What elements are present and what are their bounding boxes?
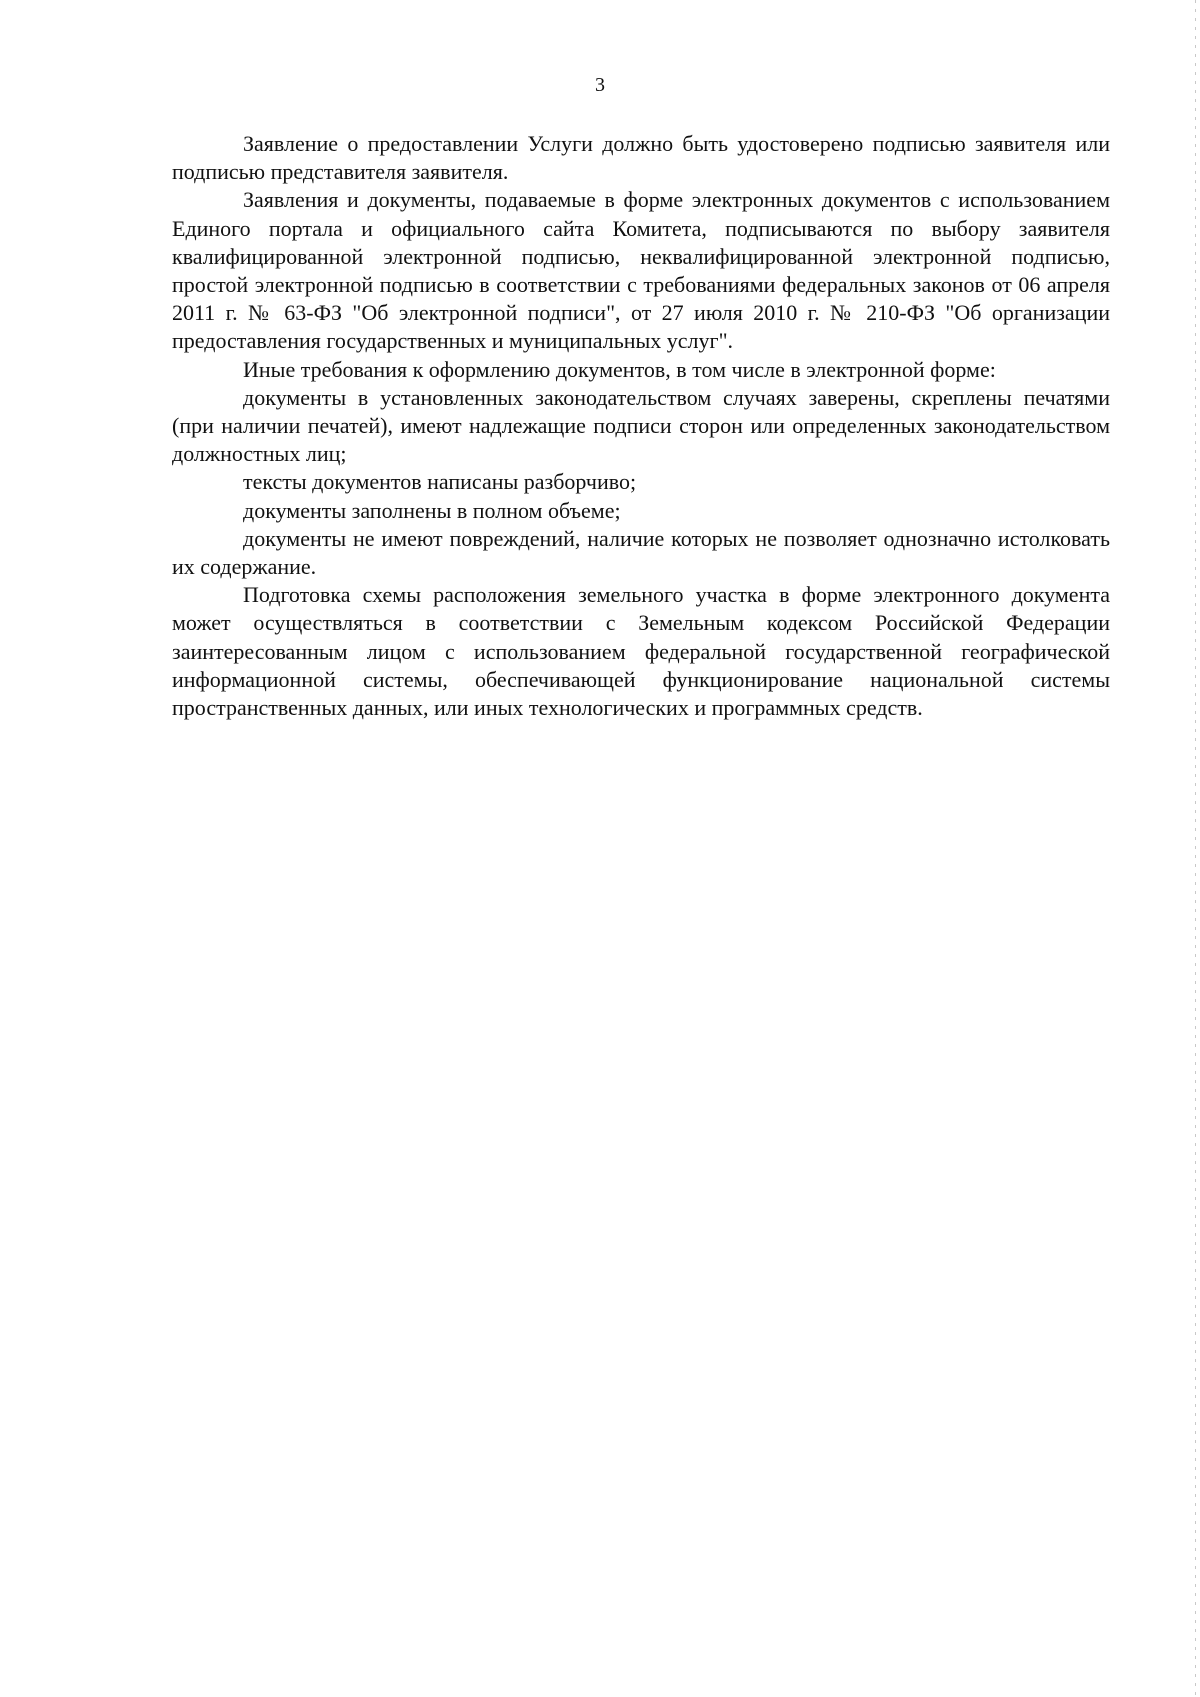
paragraph-requirement-undamaged: документы не имеют повреждений, наличие которых не позволяет однозначно истолковать их содержание. xyxy=(172,525,1110,580)
page-number: 3 xyxy=(595,74,605,96)
paragraph-land-plot-scheme: Подготовка схемы расположения земельного участка в форме электронного документа может осуществляться в соответствии с Земельным кодексом Российской Федерации заинтересованным лицом с использованием федеральной государственной географической информационной системы, обеспечивающей функционирование национальной системы пространственных данных, или иных технологических и программных средств. xyxy=(172,582,1110,721)
paragraph-signature-requirement: Заявление о предоставлении Услуги должно быть удостоверено подписью заявителя или подписью представителя заявителя. xyxy=(172,131,1110,185)
scan-edge-line xyxy=(1195,0,1196,1697)
paragraph-electronic-signature: Заявления и документы, подаваемые в форме электронных документов с использованием Единого портала и официального сайта Комитета, подписываются по выбору заявителя квалифицированной электронной подписью, неквалифицированной электронной подписью, простой электронной подписью в соответствии с требованиями федеральных законов от 06 апреля 2011 г. № 63-ФЗ "Об электронной подписи", от 27 июля 2010 г. № 210-ФЗ "Об организации предоставления государственных и муниципальных услуг". xyxy=(172,187,1110,354)
paragraph-requirement-complete: документы заполнены в полном объеме; xyxy=(243,497,621,523)
paragraph-requirement-legible: тексты документов написаны разборчиво; xyxy=(243,469,637,495)
document-body xyxy=(172,130,1110,722)
paragraph-requirement-seals: документы в установленных законодательством случаях заверены, скреплены печатями (при наличии печатей), имеют надлежащие подписи сторон или определенных законодательством должностных лиц; xyxy=(172,384,1110,467)
paragraph-other-requirements: Иные требования к оформлению документов, в том числе в электронной форме: xyxy=(243,356,996,382)
